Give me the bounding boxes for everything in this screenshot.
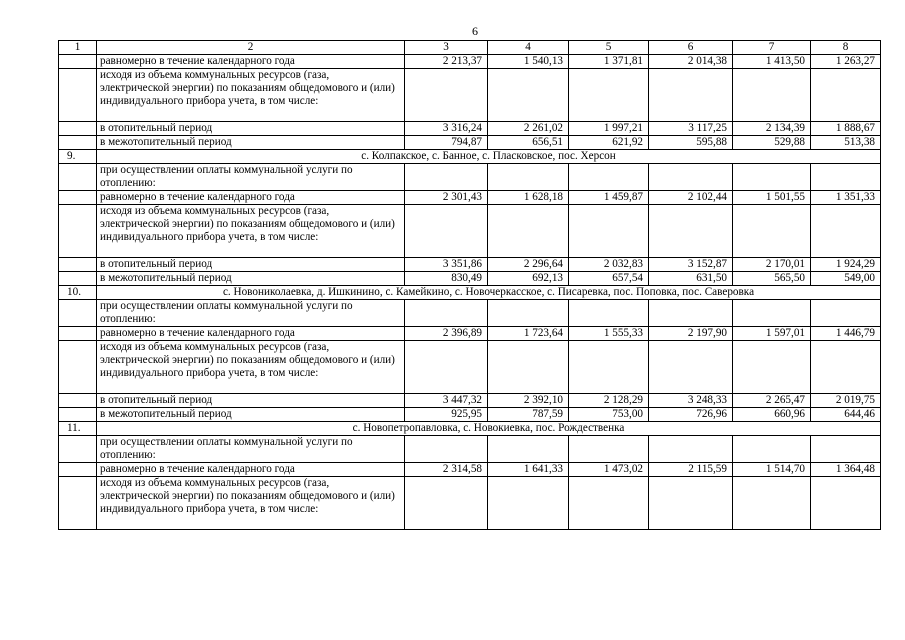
value-cell: 2 261,02 [488,122,569,136]
section-row [59,422,881,436]
value-cell: 1 628,18 [488,191,569,205]
number-cell [59,69,97,122]
value-cell: 1 501,55 [733,191,811,205]
value-cell: 3 447,32 [405,394,488,408]
number-cell [59,300,97,327]
table-row [59,463,881,477]
number-cell [59,136,97,150]
value-cell [405,164,488,191]
value-cell: 830,49 [405,272,488,286]
value-cell [733,341,811,394]
section-number: 10. [59,286,97,300]
section-title: с. Новопетропавловка, с. Новокиевка, пос. Рождественка [97,422,881,436]
value-cell [569,205,649,258]
section-number: 9. [59,150,97,164]
tariff-table [58,40,881,530]
value-cell: 513,38 [811,136,881,150]
value-cell [733,164,811,191]
value-cell: 2 396,89 [405,327,488,341]
row-label: в отопительный период [97,122,405,136]
value-cell [649,477,733,530]
value-cell: 794,87 [405,136,488,150]
value-cell: 657,54 [569,272,649,286]
number-cell [59,122,97,136]
section-title: с. Новониколаевка, д. Ишкинино, с. Камейкино, с. Новочеркасское, с. Писаревка, пос. Поповка, пос. Саверовка [97,286,881,300]
table-row [59,477,881,530]
value-cell [733,436,811,463]
value-cell: 2 115,59 [649,463,733,477]
value-cell: 3 316,24 [405,122,488,136]
value-cell: 2 314,58 [405,463,488,477]
column-header: 7 [733,41,811,55]
value-cell [649,341,733,394]
value-cell [405,341,488,394]
value-cell: 1 641,33 [488,463,569,477]
value-cell: 2 019,75 [811,394,881,408]
number-cell [59,436,97,463]
column-header: 8 [811,41,881,55]
value-cell: 753,00 [569,408,649,422]
value-cell: 660,96 [733,408,811,422]
value-cell: 644,46 [811,408,881,422]
row-label: в отопительный период [97,258,405,272]
value-cell [569,341,649,394]
value-cell: 3 248,33 [649,394,733,408]
value-cell: 2 197,90 [649,327,733,341]
value-cell [569,477,649,530]
value-cell [649,436,733,463]
row-label: в отопительный период [97,394,405,408]
table-row [59,136,881,150]
value-cell [569,300,649,327]
value-cell [811,205,881,258]
value-cell [733,69,811,122]
table-row [59,300,881,327]
table-row [59,327,881,341]
row-label: в межотопительный период [97,408,405,422]
column-header: 4 [488,41,569,55]
value-cell [811,164,881,191]
value-cell [405,205,488,258]
table-row [59,272,881,286]
value-cell: 2 102,44 [649,191,733,205]
value-cell [811,436,881,463]
value-cell: 549,00 [811,272,881,286]
section-row [59,150,881,164]
value-cell [811,69,881,122]
value-cell: 726,96 [649,408,733,422]
value-cell: 2 296,64 [488,258,569,272]
table-row [59,394,881,408]
row-label: равномерно в течение календарного года [97,191,405,205]
table-row [59,258,881,272]
row-label: исходя из объема коммунальных ресурсов (газа, электрической энергии) по показаниям общедомового и (или) индивидуального прибора учета, в том числе: [97,341,405,394]
value-cell: 1 723,64 [488,327,569,341]
number-cell [59,191,97,205]
table-row [59,69,881,122]
value-cell: 656,51 [488,136,569,150]
value-cell [405,300,488,327]
value-cell [488,477,569,530]
value-cell [405,477,488,530]
value-cell: 2 134,39 [733,122,811,136]
value-cell: 1 473,02 [569,463,649,477]
value-cell: 1 924,29 [811,258,881,272]
value-cell [649,205,733,258]
value-cell [811,300,881,327]
value-cell: 565,50 [733,272,811,286]
value-cell: 529,88 [733,136,811,150]
value-cell [811,477,881,530]
section-row [59,286,881,300]
value-cell: 925,95 [405,408,488,422]
row-label: равномерно в течение календарного года [97,463,405,477]
value-cell: 2 265,47 [733,394,811,408]
table-row [59,191,881,205]
value-cell: 1 446,79 [811,327,881,341]
value-cell: 2 170,01 [733,258,811,272]
number-cell [59,205,97,258]
value-cell: 3 152,87 [649,258,733,272]
value-cell: 1 459,87 [569,191,649,205]
value-cell [649,300,733,327]
value-cell: 1 540,13 [488,55,569,69]
table-row [59,341,881,394]
row-label: при осуществлении оплаты коммунальной услуги по отоплению: [97,300,405,327]
number-cell [59,164,97,191]
value-cell: 1 597,01 [733,327,811,341]
value-cell [405,69,488,122]
value-cell [569,164,649,191]
section-number: 11. [59,422,97,436]
row-label: исходя из объема коммунальных ресурсов (газа, электрической энергии) по показаниям общедомового и (или) индивидуального прибора учета, в том числе: [97,69,405,122]
column-header: 3 [405,41,488,55]
value-cell [649,164,733,191]
column-header: 2 [97,41,405,55]
value-cell [488,69,569,122]
value-cell: 621,92 [569,136,649,150]
value-cell: 2 032,83 [569,258,649,272]
column-header: 5 [569,41,649,55]
number-cell [59,327,97,341]
value-cell [405,436,488,463]
table-row [59,436,881,463]
value-cell: 1 371,81 [569,55,649,69]
value-cell: 631,50 [649,272,733,286]
value-cell: 2 213,37 [405,55,488,69]
row-label: исходя из объема коммунальных ресурсов (газа, электрической энергии) по показаниям общедомового и (или) индивидуального прибора учета, в том числе: [97,477,405,530]
value-cell: 1 351,33 [811,191,881,205]
value-cell: 1 888,67 [811,122,881,136]
value-cell: 3 351,86 [405,258,488,272]
value-cell: 2 014,38 [649,55,733,69]
number-cell [59,258,97,272]
row-label: равномерно в течение календарного года [97,55,405,69]
row-label: в межотопительный период [97,136,405,150]
value-cell: 2 128,29 [569,394,649,408]
row-label: исходя из объема коммунальных ресурсов (газа, электрической энергии) по показаниям общедомового и (или) индивидуального прибора учета, в том числе: [97,205,405,258]
section-title: с. Колпакское, с. Банное, с. Пласковское, пос. Херсон [97,150,881,164]
value-cell: 2 301,43 [405,191,488,205]
value-cell: 1 263,27 [811,55,881,69]
value-cell [488,341,569,394]
value-cell: 595,88 [649,136,733,150]
value-cell: 692,13 [488,272,569,286]
value-cell [649,69,733,122]
number-cell [59,463,97,477]
row-label: в межотопительный период [97,272,405,286]
row-label: при осуществлении оплаты коммунальной услуги по отоплению: [97,436,405,463]
value-cell: 1 997,21 [569,122,649,136]
table-row [59,55,881,69]
value-cell: 3 117,25 [649,122,733,136]
value-cell [488,205,569,258]
number-cell [59,341,97,394]
table-row [59,122,881,136]
value-cell [733,205,811,258]
table-header-row [59,41,881,55]
row-label: при осуществлении оплаты коммунальной услуги по отоплению: [97,164,405,191]
table-row [59,205,881,258]
value-cell [733,477,811,530]
value-cell: 2 392,10 [488,394,569,408]
value-cell: 787,59 [488,408,569,422]
value-cell: 1 514,70 [733,463,811,477]
value-cell [811,341,881,394]
number-cell [59,477,97,530]
number-cell [59,55,97,69]
value-cell [488,436,569,463]
value-cell [488,164,569,191]
page-number: 6 [472,24,478,38]
row-label: равномерно в течение календарного года [97,327,405,341]
value-cell: 1 555,33 [569,327,649,341]
column-header: 6 [649,41,733,55]
number-cell [59,394,97,408]
number-cell [59,408,97,422]
table-row [59,164,881,191]
value-cell: 1 413,50 [733,55,811,69]
number-cell [59,272,97,286]
column-header: 1 [59,41,97,55]
value-cell [488,300,569,327]
value-cell: 1 364,48 [811,463,881,477]
value-cell [569,436,649,463]
value-cell [569,69,649,122]
table-row [59,408,881,422]
value-cell [733,300,811,327]
